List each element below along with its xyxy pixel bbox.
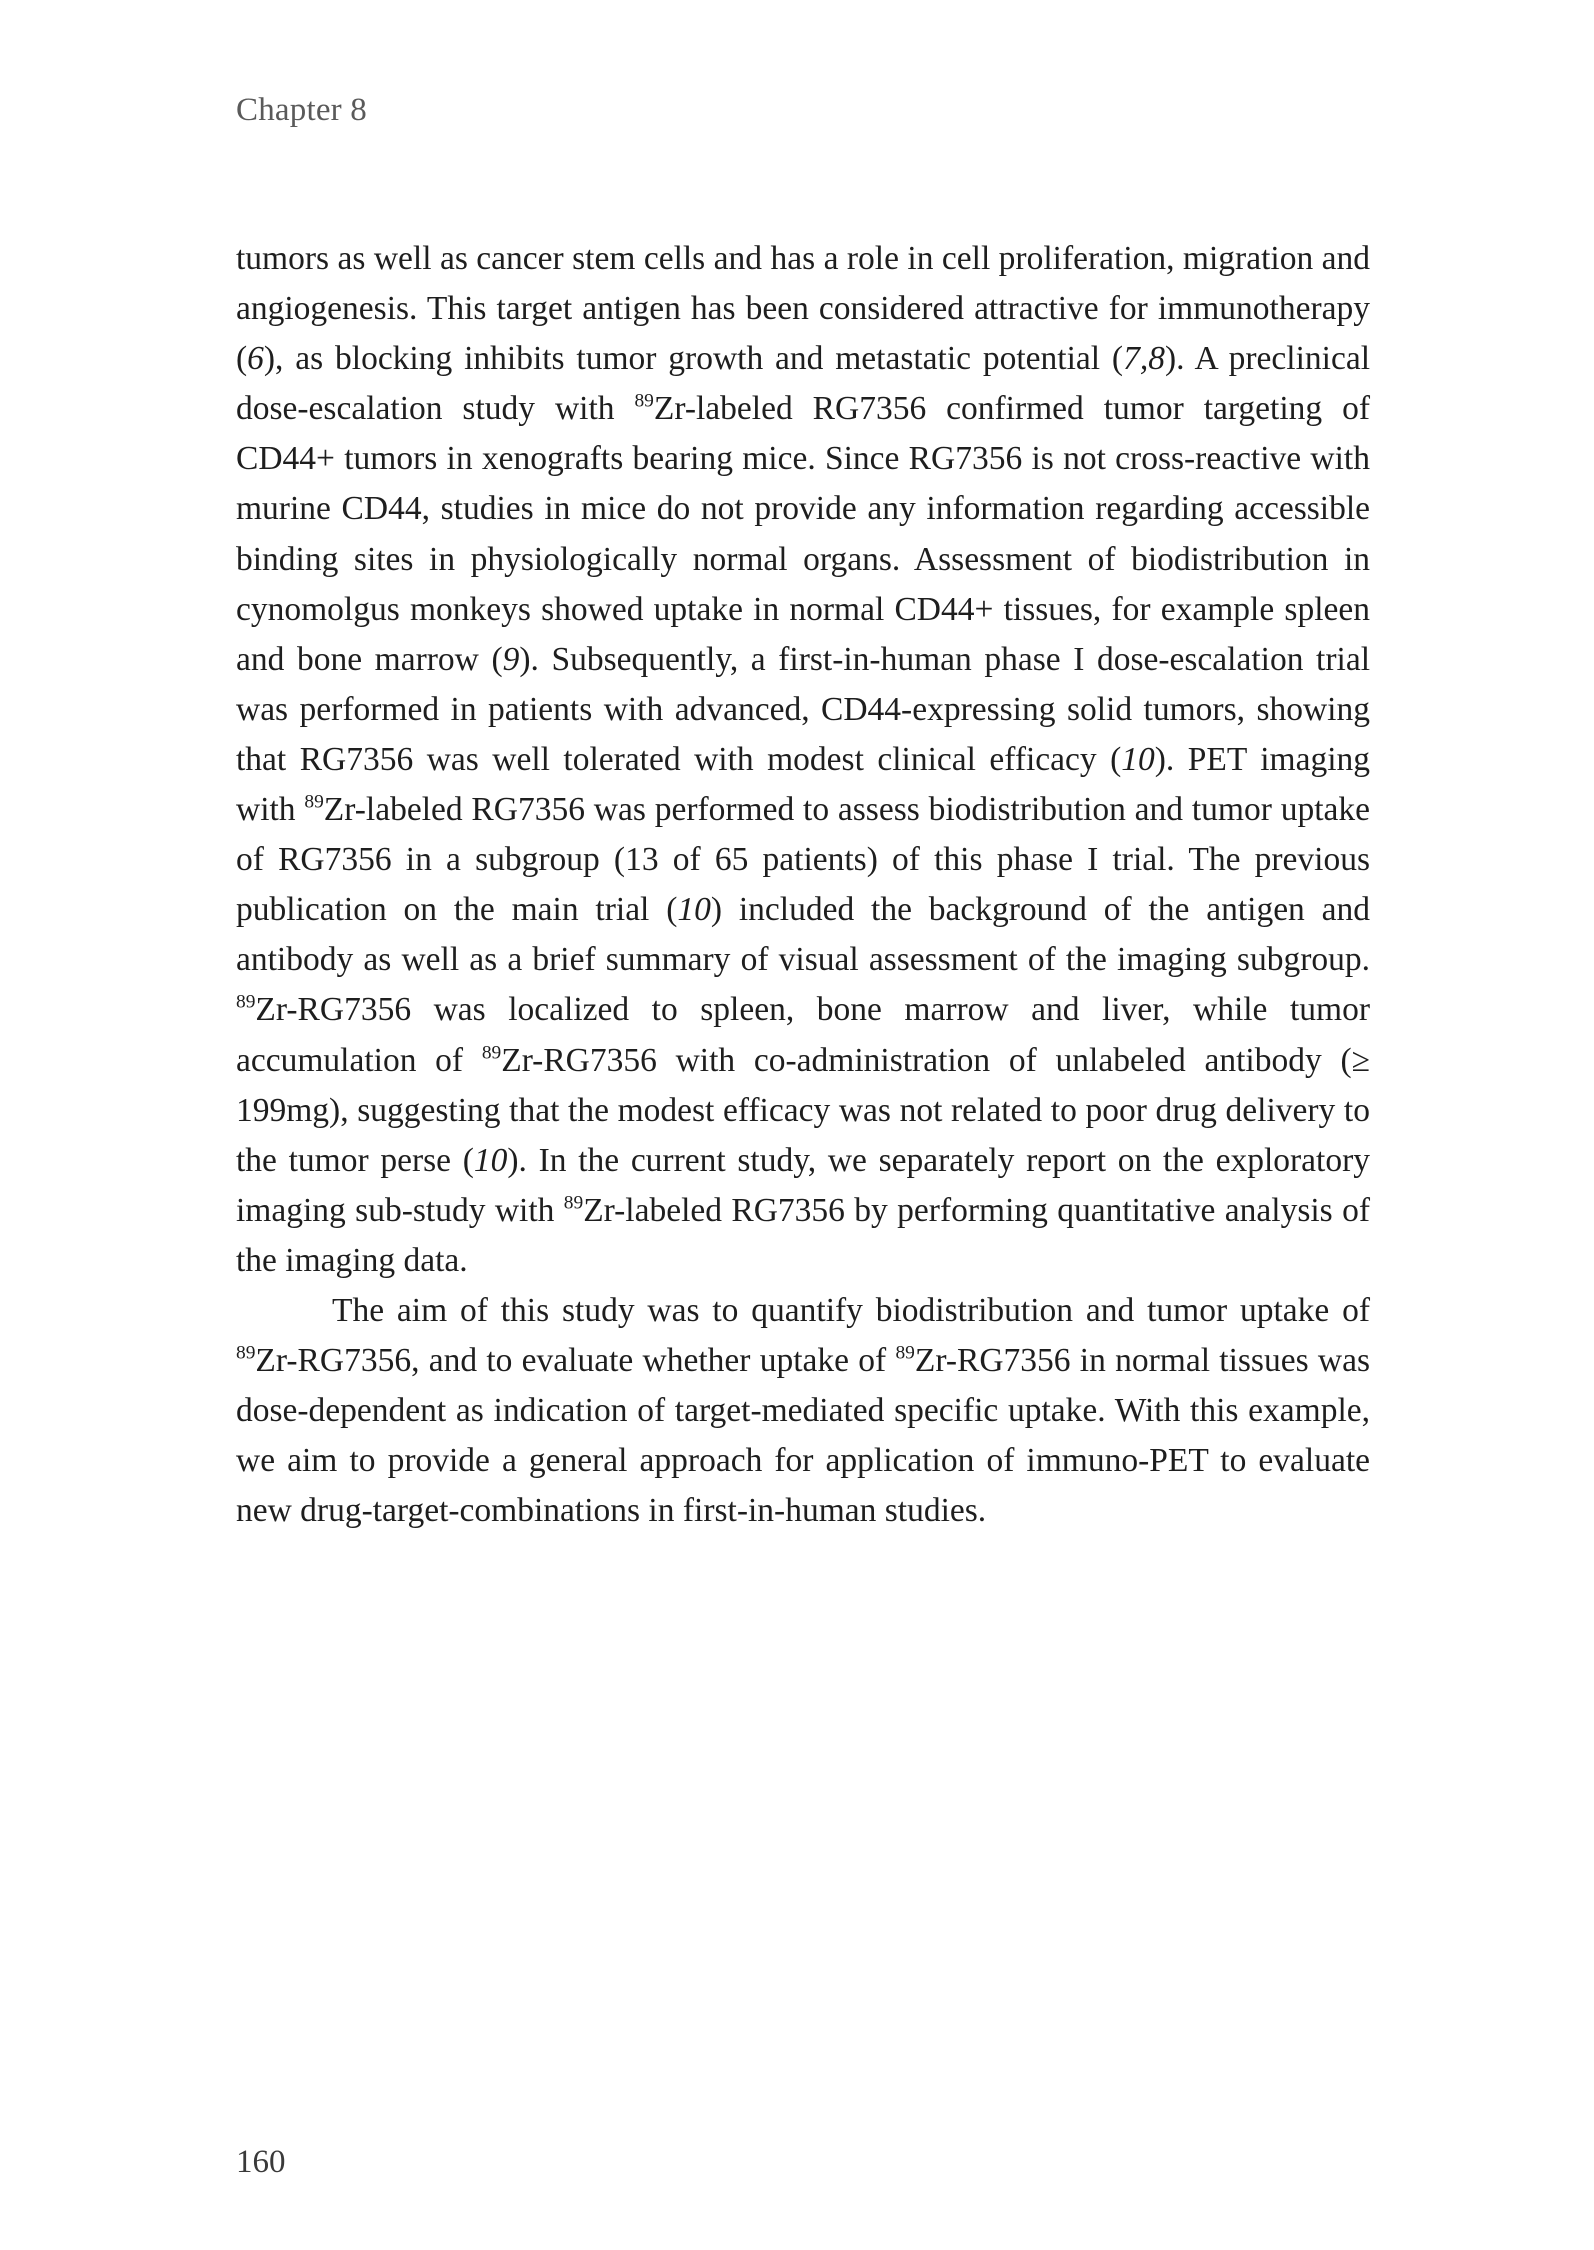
text-run: tumors as well as cancer stem cells and has a role in cell proliferation, migration and angiogenesis. This target antigen has been considered attractive for immunotherapy ( bbox=[236, 240, 1370, 378]
text-run: Zr-RG7356 with co-administration of unlabeled antibody (≥ 199mg), suggesting that the modest efficacy was not related to poor drug delivery to the tumor perse ( bbox=[236, 1041, 1370, 1179]
text-run: Zr-RG7356, and to evaluate whether uptake of bbox=[255, 1342, 896, 1380]
page-number: 160 bbox=[236, 2144, 286, 2180]
text-run: Zr-labeled RG7356 was performed to assess biodistribution and tumor uptake of RG7356 in a subgroup (13 of 65 patients) of this phase I trial. The previous publication on the main trial ( bbox=[236, 791, 1370, 929]
isotope-superscript: 89 bbox=[563, 1192, 584, 1214]
citation-ref: 10 bbox=[1121, 740, 1155, 778]
paragraph-1 bbox=[236, 234, 1370, 1286]
citation-ref: 7,8 bbox=[1123, 340, 1165, 378]
text-run: ). A preclinical dose-escalation study with bbox=[236, 340, 1371, 428]
paragraph-2 bbox=[236, 1286, 1370, 1536]
isotope-superscript: 89 bbox=[236, 991, 256, 1013]
running-head: Chapter 8 bbox=[236, 92, 368, 128]
text-run: ), as blocking inhibits tumor growth and metastatic potential ( bbox=[263, 340, 1124, 378]
isotope-superscript: 89 bbox=[236, 1342, 256, 1364]
isotope-superscript: 89 bbox=[304, 791, 324, 813]
citation-ref: 9 bbox=[502, 640, 520, 678]
text-run: ). In the current study, we separately report on the exploratory imaging sub-study with bbox=[236, 1141, 1370, 1229]
text-run: ) included the background of the antigen and antibody as well as a brief summary of visual assessment of the imaging subgroup. bbox=[236, 891, 1371, 979]
text-run: ). PET imaging with bbox=[236, 740, 1370, 829]
isotope-superscript: 89 bbox=[481, 1041, 502, 1063]
text-run: The aim of this study was to quantify biodistribution and tumor uptake of bbox=[332, 1291, 1370, 1329]
text-run: Zr-labeled RG7356 confirmed tumor targeting of CD44+ tumors in xenografts bearing mice. Since RG7356 is not cross-reactive with murine CD44, studies in mice do not provide any information regarding accessible binding sites in physiologically normal organs. Assessment of biodistribution in cynomolgus monkeys showed uptake in normal CD44+ tissues, for example spleen and bone marrow ( bbox=[236, 390, 1370, 678]
citation-ref: 6 bbox=[247, 340, 264, 378]
text-run: ). Subsequently, a first-in-human phase I dose-escalation trial was performed in patients with advanced, CD44-expressing solid tumors, showing that RG7356 was well tolerated with modest clinical efficacy ( bbox=[236, 640, 1370, 778]
citation-ref: 10 bbox=[473, 1141, 508, 1179]
text-run: Zr-RG7356 was localized to spleen, bone marrow and liver, while tumor accumulation of bbox=[236, 991, 1370, 1079]
text-run: Zr-labeled RG7356 by performing quantitative analysis of the imaging data. bbox=[236, 1191, 1370, 1279]
isotope-superscript: 89 bbox=[895, 1342, 915, 1364]
body-text bbox=[236, 234, 1370, 1536]
isotope-superscript: 89 bbox=[634, 390, 654, 412]
text-run: Zr-RG7356 in normal tissues was dose-dependent as indication of target-mediated specific uptake. With this example, we aim to provide a general approach for application of immuno-PET to evaluate new drug-target-combinations in first-in-human studies. bbox=[236, 1342, 1370, 1530]
citation-ref: 10 bbox=[677, 891, 711, 929]
